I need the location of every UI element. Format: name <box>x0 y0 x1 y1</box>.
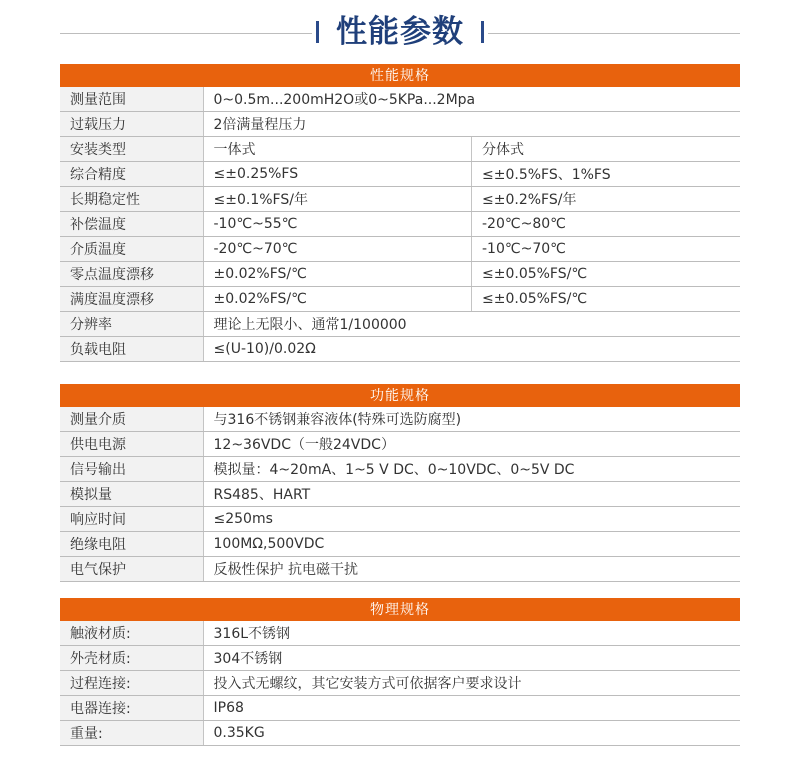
spec-value: 投入式无螺纹，其它安装方式可依据客户要求设计 <box>203 671 740 696</box>
spec-value-split: ≤±0.5%FS、1%FS <box>472 162 741 187</box>
table-row <box>60 287 740 312</box>
table-row <box>60 557 740 582</box>
table-row <box>60 187 740 212</box>
spec-value-split: ≤±0.05%FS/℃ <box>472 287 741 312</box>
title-accent-left <box>316 21 319 43</box>
spec-value-integrated: ±0.02%FS/℃ <box>203 287 472 312</box>
spec-value: 与316不锈钢兼容液体(特殊可选防腐型) <box>203 407 740 432</box>
spec-value: 模拟量：4~20mA、1~5 V DC、0~10VDC、0~5V DC <box>203 457 740 482</box>
title-divider-right <box>488 33 740 34</box>
spec-value: 304不锈钢 <box>203 646 740 671</box>
spec-value: ≤250ms <box>203 507 740 532</box>
page-title: 性能参数 <box>336 14 464 50</box>
spec-value-split: 分体式 <box>472 137 741 162</box>
spec-value: 0.35KG <box>203 721 740 746</box>
spec-value: 0~0.5m...200mH2O或0~5KPa...2Mpa <box>203 87 740 112</box>
table-row <box>60 162 740 187</box>
table-row <box>60 646 740 671</box>
spec-value: 理论上无限小、通常1/100000 <box>203 312 740 337</box>
spec-value-integrated: ≤±0.1%FS/年 <box>203 187 472 212</box>
table-row <box>60 696 740 721</box>
spec-label: 信号输出 <box>60 457 203 482</box>
spec-label: 响应时间 <box>60 507 203 532</box>
spec-value-split: -20℃~80℃ <box>472 212 741 237</box>
table-row <box>60 407 740 432</box>
spec-label: 供电电源 <box>60 432 203 457</box>
table-row <box>60 262 740 287</box>
spec-value: 316L不锈钢 <box>203 621 740 646</box>
spec-value-split: ≤±0.2%FS/年 <box>472 187 741 212</box>
spec-value-integrated: 一体式 <box>203 137 472 162</box>
spec-label: 过程连接: <box>60 671 203 696</box>
spec-label: 测量范围 <box>60 87 203 112</box>
spec-label: 模拟量 <box>60 482 203 507</box>
table-row <box>60 312 740 337</box>
spec-label: 电器连接: <box>60 696 203 721</box>
spec-value-integrated: -10℃~55℃ <box>203 212 472 237</box>
section-header: 功能规格 <box>60 384 740 407</box>
spec-label: 过载压力 <box>60 112 203 137</box>
spec-value-split: -10℃~70℃ <box>472 237 741 262</box>
spec-label: 绝缘电阻 <box>60 532 203 557</box>
table-row <box>60 212 740 237</box>
table-row <box>60 432 740 457</box>
table-row <box>60 482 740 507</box>
spec-value: ≤(U-10)/0.02Ω <box>203 337 740 362</box>
spec-label: 电气保护 <box>60 557 203 582</box>
spec-label: 重量: <box>60 721 203 746</box>
section-header: 物理规格 <box>60 598 740 621</box>
spec-value: 100MΩ,500VDC <box>203 532 740 557</box>
table-row <box>60 532 740 557</box>
title-accent-right <box>481 21 484 43</box>
function-spec-table <box>60 407 740 582</box>
spec-value: 12~36VDC（一般24VDC） <box>203 432 740 457</box>
spec-value-integrated: ±0.02%FS/℃ <box>203 262 472 287</box>
spec-value-integrated: ≤±0.25%FS <box>203 162 472 187</box>
spec-value-integrated: -20℃~70℃ <box>203 237 472 262</box>
spec-label: 补偿温度 <box>60 212 203 237</box>
title-divider-left <box>60 33 312 34</box>
section-header: 性能规格 <box>60 64 740 87</box>
spec-label: 分辨率 <box>60 312 203 337</box>
table-row <box>60 137 740 162</box>
table-row <box>60 112 740 137</box>
physical-spec-section <box>60 598 740 746</box>
spec-label: 满度温度漂移 <box>60 287 203 312</box>
function-spec-section <box>60 384 740 582</box>
spec-label: 测量介质 <box>60 407 203 432</box>
spec-label: 负载电阻 <box>60 337 203 362</box>
table-row <box>60 337 740 362</box>
table-row <box>60 87 740 112</box>
spec-label: 触液材质: <box>60 621 203 646</box>
table-row <box>60 671 740 696</box>
spec-value: 2倍满量程压力 <box>203 112 740 137</box>
spec-label: 外壳材质: <box>60 646 203 671</box>
physical-spec-table <box>60 621 740 746</box>
performance-spec-section <box>60 64 740 362</box>
spec-label: 长期稳定性 <box>60 187 203 212</box>
page-title-area <box>60 0 740 60</box>
spec-label: 零点温度漂移 <box>60 262 203 287</box>
spec-value: RS485、HART <box>203 482 740 507</box>
performance-spec-table <box>60 87 740 362</box>
table-row <box>60 721 740 746</box>
table-row <box>60 507 740 532</box>
spec-label: 综合精度 <box>60 162 203 187</box>
spec-value: IP68 <box>203 696 740 721</box>
spec-value: 反极性保护 抗电磁干扰 <box>203 557 740 582</box>
spec-value-split: ≤±0.05%FS/℃ <box>472 262 741 287</box>
table-row <box>60 621 740 646</box>
table-row <box>60 457 740 482</box>
spec-label: 安装类型 <box>60 137 203 162</box>
spec-label: 介质温度 <box>60 237 203 262</box>
table-row <box>60 237 740 262</box>
